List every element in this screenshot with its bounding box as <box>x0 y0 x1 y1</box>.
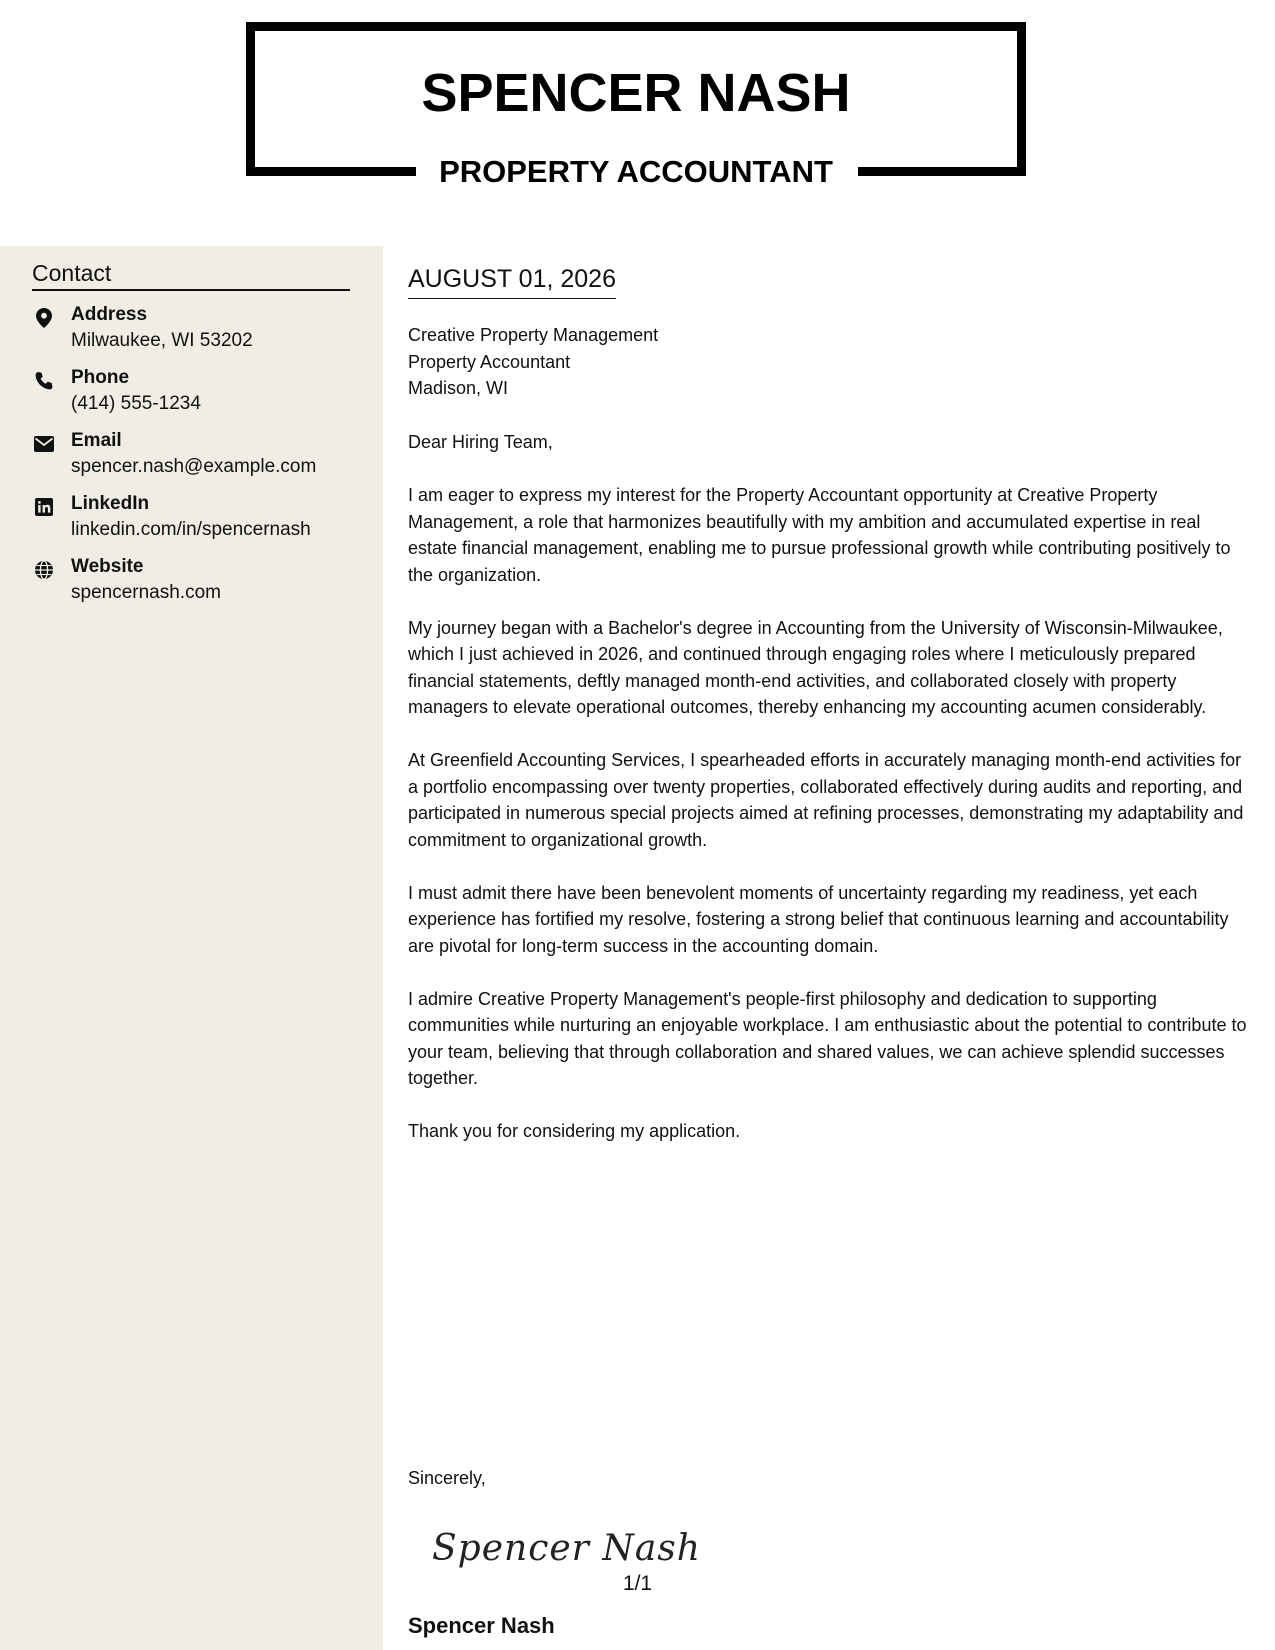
phone-icon <box>32 369 56 393</box>
contact-sidebar <box>0 246 383 1650</box>
letter-text <box>408 429 1253 1171</box>
page-number: 1/1 <box>622 1572 653 1595</box>
paragraph: I am eager to express my interest for the Property Accountant opportunity at Creative Property Management, a role that harmonizes beautifully with my ambition and accumulated expertise in real estate financial management, enabling me to pursue professional growth while contributing positively to the organization. <box>408 485 1231 585</box>
contact-label: Phone <box>71 367 130 388</box>
contact-value: spencer.nash@example.com <box>71 456 317 477</box>
job-title: PROPERTY ACCOUNTANT <box>439 154 833 189</box>
paragraph: I must admit there have been benevolent moments of uncertainty regarding my readiness, yet each experience has fortified my resolve, fostering a strong belief that continuous learning and accountability are pivotal for long-term success in the accounting domain. <box>408 882 1229 956</box>
envelope-icon <box>32 432 56 456</box>
recipient-company: Creative Property Management <box>408 325 659 345</box>
signature-image: Spencer Nash <box>432 1528 701 1569</box>
paragraph: My journey began with a Bachelor's degree in Accounting from the University of Wisconsin-Milwaukee, which I just achieved in 2026, and continued through engaging roles where I meticulously prepared financial statements, deftly managed month-end activities, and collaborated closely with property managers to elevate operational outcomes, thereby enhancing my accounting acumen considerably. <box>408 617 1223 717</box>
signer-name: Spencer Nash <box>408 1613 555 1638</box>
closing: Sincerely, <box>408 1468 486 1488</box>
letter-date: AUGUST 01, 2026 <box>408 265 616 299</box>
map-pin-icon <box>32 306 56 330</box>
applicant-name: SPENCER NASH <box>421 63 851 123</box>
globe-icon <box>32 558 56 582</box>
paragraph: At Greenfield Accounting Services, I spearheaded efforts in accurately managing month-end activities for a portfolio encompassing over twenty properties, collaborated effectively during audits and reporting, and participated in numerous special projects aimed at refining processes, demonstrating my adaptability and commitment to organizational growth. <box>408 750 1244 850</box>
paragraph: Thank you for considering my application. <box>408 1121 741 1141</box>
contact-value: linkedin.com/in/spencernash <box>71 519 311 540</box>
recipient-position: Property Accountant <box>408 351 571 372</box>
contact-label: Website <box>71 556 144 577</box>
contact-value: spencernash.com <box>71 582 221 603</box>
greeting: Dear Hiring Team, <box>408 432 553 452</box>
contact-label: Email <box>71 430 122 451</box>
recipient-location: Madison, WI <box>408 378 509 398</box>
contact-value: (414) 555-1234 <box>71 393 201 414</box>
recipient-block <box>408 322 658 402</box>
linkedin-icon <box>32 495 56 519</box>
contact-label: Address <box>71 304 148 325</box>
paragraph: I admire Creative Property Management's people-first philosophy and dedication to supporting communities while nurturing an enjoyable workplace. I am enthusiastic about the potential to contribute to your team, believing that through collaboration and shared values, we can achieve splendid successes together. <box>408 988 1247 1088</box>
contact-heading: Contact <box>32 260 350 291</box>
contact-value: Milwaukee, WI 53202 <box>71 330 253 351</box>
contact-label: LinkedIn <box>71 493 150 514</box>
